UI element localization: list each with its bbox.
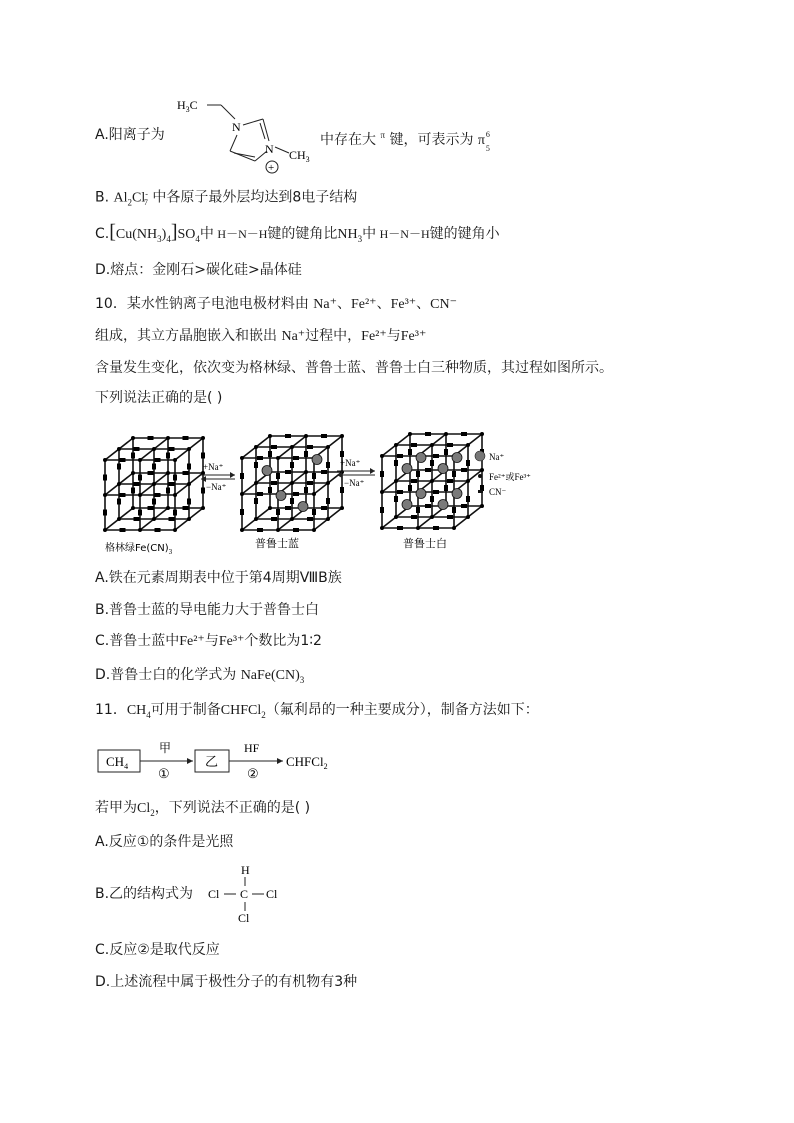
prussian-white-cube (380, 432, 484, 530)
struct-c: C (240, 887, 249, 901)
q10-line-1: 10．某水性钠离子电池电极材料由 Na⁺、Fe²⁺、Fe³⁺、CN⁻ (95, 296, 457, 312)
q10-option-c: C.普鲁士蓝中Fe²⁺与Fe³⁺个数比为1∶2 (95, 633, 322, 649)
q11-line-1: 11．$CH_4$可用于制备CHFCl$_2$（氟利昂的一种主要成分），制备方法如下： (95, 702, 539, 720)
q10-option-a: A.铁在元素周期表中位于第4周期ⅧB族 (95, 570, 342, 586)
box-ch4-label: $CH_4$ (106, 754, 129, 771)
arrow1-bottom-label: −Na⁺ (206, 482, 227, 492)
q9-option-b-text: 中各原子最外层均达到8电子结构 (152, 189, 358, 206)
label-blue: 普鲁士蓝 (255, 537, 299, 550)
ch3-label: $CH_3$ (289, 148, 310, 164)
q10-option-d: D.普鲁士白的化学式为 $NaFe(CN)_3$ (95, 667, 305, 685)
label-green: 格林绿$Fe(CN)_3$ (105, 543, 173, 556)
struct-cl-right: Cl (266, 887, 278, 901)
struct-cl-left: Cl (208, 887, 220, 901)
step2-reagent: HF (244, 741, 260, 755)
dichloromethane-structure (208, 860, 288, 926)
legend-fe: Fe²⁺或Fe³⁺ (489, 472, 531, 482)
legend-cn-icon (478, 490, 483, 493)
struct-h: H (241, 863, 250, 877)
green-crystal-cube (103, 436, 205, 532)
h3c-label: $H_3C$ (177, 98, 198, 114)
q9-option-a-rest (320, 125, 490, 153)
box-intermediate-label: 乙 (205, 755, 219, 770)
q9-option-a (95, 125, 165, 145)
q9-option-a-middle: 中存在大 (320, 132, 376, 148)
pi-symbol: π (380, 130, 385, 140)
n2-label: N (265, 142, 274, 156)
q11-option-c: C.反应②是取代反应 (95, 942, 220, 958)
q11-option-a: A.反应①的条件是光照 (95, 834, 234, 850)
legend-na: Na⁺ (489, 452, 505, 462)
q10-line-4: 下列说法正确的是( ) (95, 390, 223, 406)
pi-notation: π 6 5 (477, 130, 490, 153)
cation-structure (175, 95, 325, 175)
prussian-blue-cube (240, 434, 344, 532)
legend-fe-icon (478, 474, 482, 478)
arrow1-top-label: +Na⁺ (203, 462, 224, 472)
step2-number: ② (247, 766, 259, 781)
n1-label: N (232, 120, 241, 134)
label-white: 普鲁士白 (403, 537, 447, 550)
q11-line-2: 若甲为$Cl_2$，下列说法不正确的是( ) (95, 800, 311, 818)
struct-cl-bottom: Cl (238, 911, 250, 925)
q10-line-2: 组成，其立方晶胞嵌入和嵌出 Na⁺过程中，Fe²⁺与Fe³⁺ (95, 328, 427, 344)
q11-option-b: B.乙的结构式为 (95, 886, 194, 902)
crystal-cells-figure (100, 420, 550, 560)
arrow2-bottom-label: −Na⁺ (344, 478, 365, 488)
q9-option-c: $C.[Cu(NH_3)_4]SO_4$中 H－N－H键的键角比$NH_3$中 H－N－H键的键角小 (95, 221, 500, 244)
q9-option-a-suffix: 键，可表示为 (389, 132, 474, 148)
product-label: CHFCl$_2$ (286, 754, 328, 771)
step1-number: ① (158, 766, 170, 781)
q10-line-3: 含量发生变化，依次变为格林绿、普鲁士蓝、普鲁士白三种物质，其过程如图所示。 (95, 360, 613, 376)
q9-option-a-prefix: A.阳离子为 (95, 127, 165, 143)
plus-label: + (268, 162, 275, 174)
arrow2-top-label: +Na⁺ (340, 458, 361, 468)
legend-na-icon (475, 451, 485, 461)
q9-option-d: D.熔点：金刚石>碳化硅>晶体硅 (95, 262, 302, 278)
q11-option-d: D.上述流程中属于极性分子的有机物有3种 (95, 974, 358, 990)
legend-cn: CN⁻ (489, 487, 507, 497)
step1-reagent: 甲 (159, 741, 172, 755)
reaction-flow (95, 736, 355, 782)
q10-option-b: B.普鲁士蓝的导电能力大于普鲁士白 (95, 602, 320, 618)
q9-option-b: B. $Al_2Cl^-_7$ 中各原子最外层均达到8电子结构 (95, 189, 358, 208)
